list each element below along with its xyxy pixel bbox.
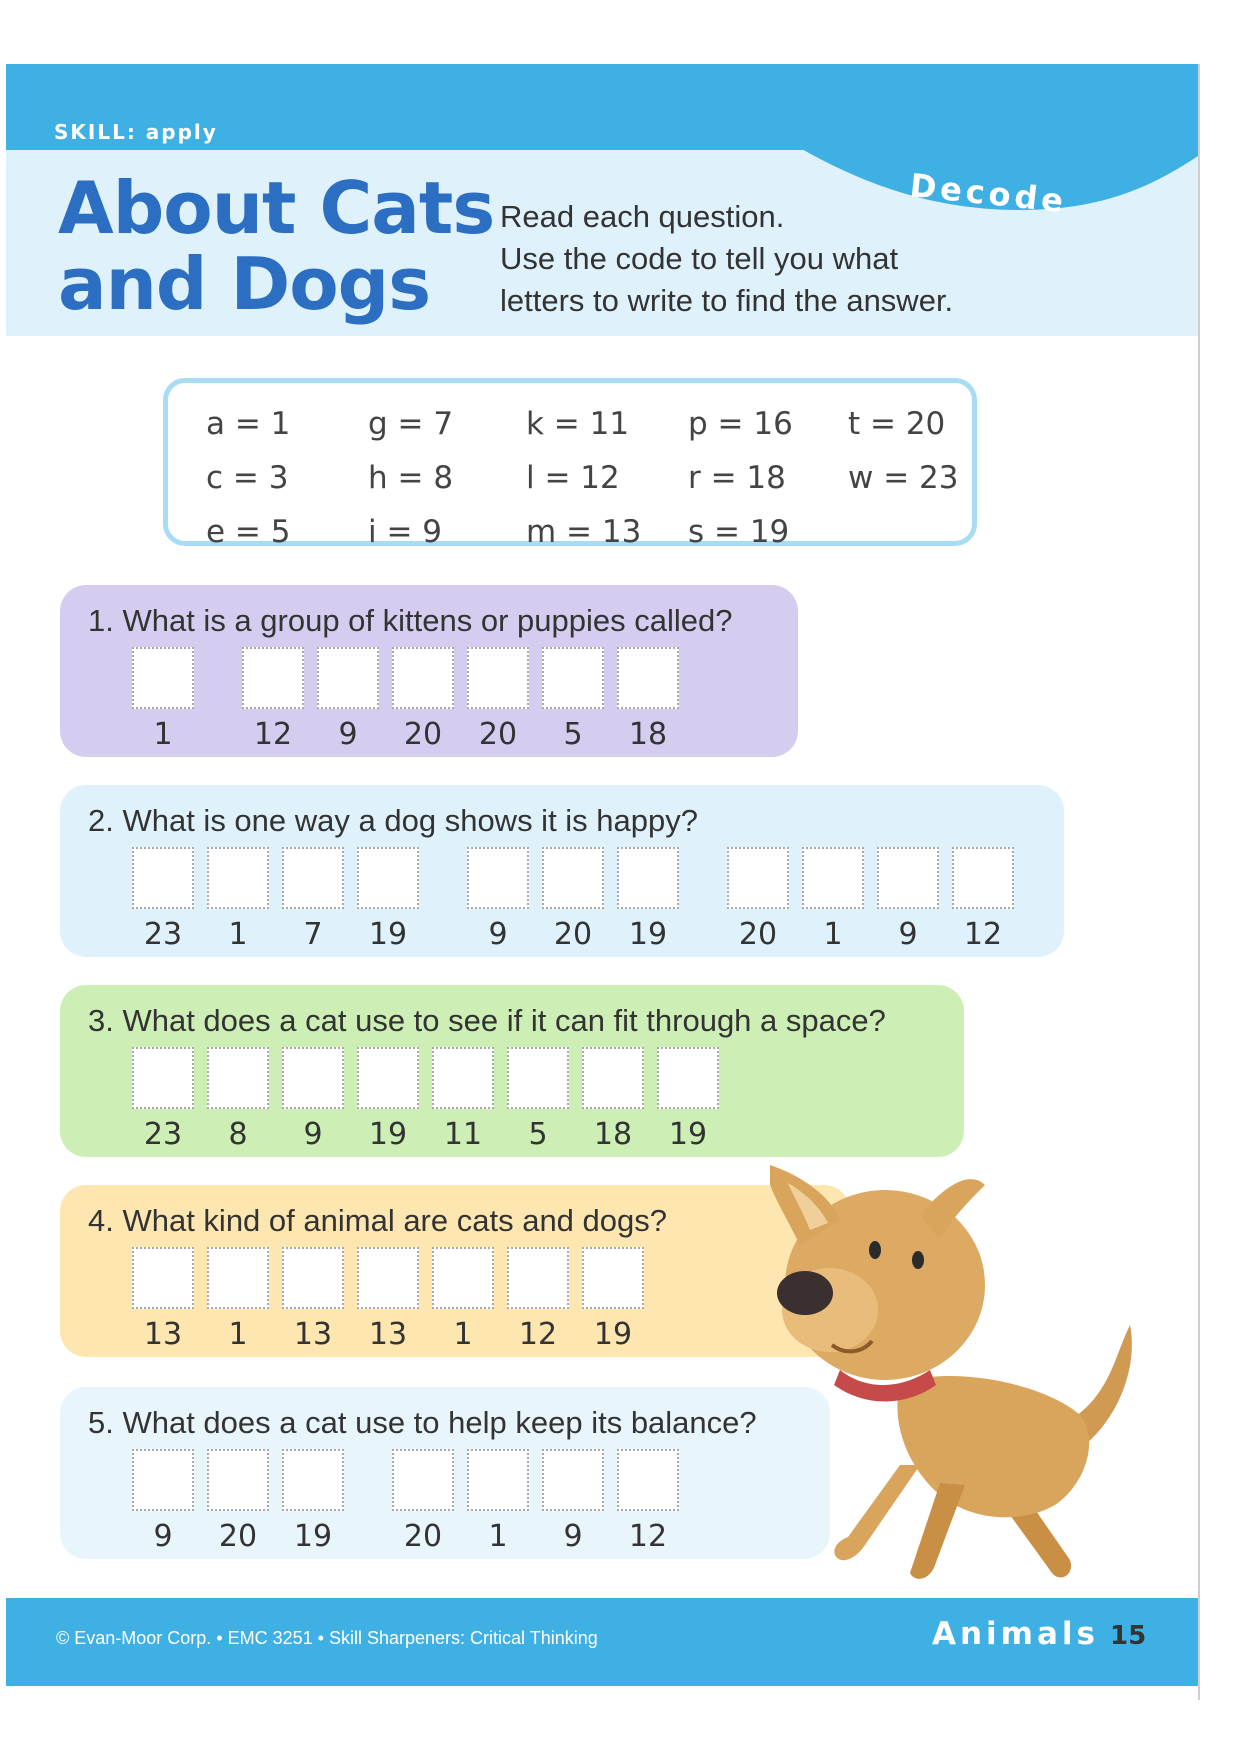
answer-letter-box[interactable] [132,847,194,909]
answer-letter-box[interactable] [432,1047,494,1109]
answer-letter-box[interactable] [432,1247,494,1309]
footer-section-label: Animals [932,1616,1099,1652]
answer-letter-box[interactable] [317,647,379,709]
code-number: 20 [738,917,778,952]
code-number: 12 [518,1317,558,1352]
answer-letter-box[interactable] [617,847,679,909]
answer-letter-box[interactable] [282,1047,344,1109]
title-line-1: About Cats [58,166,495,250]
code-number: 12 [253,717,293,752]
code-number: 9 [153,1519,173,1554]
code-number: 12 [963,917,1003,952]
question-card-2 [60,785,1064,957]
answer-letter-box[interactable] [727,847,789,909]
answer-letter-box[interactable] [282,1247,344,1309]
code-number: 9 [303,1117,323,1152]
code-entry: c = 3 [206,460,289,496]
instruction-line: Read each question. [500,199,785,234]
answer-letter-box[interactable] [507,1047,569,1109]
question-text: 5. What does a cat use to help keep its balance? [88,1405,757,1440]
page-number: 15 [1110,1621,1147,1651]
code-number: 1 [228,917,248,952]
code-number: 23 [143,1117,183,1152]
code-entry: k = 11 [526,406,630,442]
code-number: 18 [628,717,668,752]
code-number: 20 [403,1519,443,1554]
question-text: 1. What is a group of kittens or puppies called? [88,603,733,638]
answer-letter-box[interactable] [242,647,304,709]
code-number: 20 [218,1519,258,1554]
answer-letter-box[interactable] [282,1449,344,1511]
code-number: 23 [143,917,183,952]
code-entry: h = 8 [368,460,454,496]
code-number: 9 [898,917,918,952]
code-number: 19 [368,917,408,952]
code-entry: p = 16 [688,406,793,442]
code-number: 12 [628,1519,668,1554]
code-number: 18 [593,1117,633,1152]
footer-credit: © Evan-Moor Corp. • EMC 3251 • Skill Sharpeners: Critical Thinking [56,1628,598,1648]
title-line-2: and Dogs [58,242,431,326]
answer-letter-box[interactable] [132,1247,194,1309]
answer-letter-box[interactable] [207,1449,269,1511]
code-number: 9 [563,1519,583,1554]
code-number: 19 [593,1317,633,1352]
code-key-box [163,378,977,550]
skill-label: SKILL: apply [54,120,218,144]
question-text: 3. What does a cat use to see if it can fit through a space? [88,1003,886,1038]
code-number: 5 [528,1117,548,1152]
code-number: 20 [403,717,443,752]
code-entry: r = 18 [688,460,786,496]
question-text: 4. What kind of animal are cats and dogs? [88,1203,667,1238]
code-number: 13 [143,1317,183,1352]
answer-letter-box[interactable] [132,647,194,709]
question-card-1 [60,585,798,757]
code-column [526,397,641,559]
answer-letter-box[interactable] [952,847,1014,909]
code-number: 1 [453,1317,473,1352]
code-number: 20 [478,717,518,752]
answer-letter-box[interactable] [542,847,604,909]
answer-letter-box[interactable] [207,847,269,909]
code-number: 19 [293,1519,333,1554]
answer-letter-box[interactable] [582,1247,644,1309]
answer-letter-box[interactable] [542,1449,604,1511]
code-entry: w = 23 [848,460,959,496]
question-card-4 [60,1185,850,1357]
code-column [688,397,793,559]
answer-letter-box[interactable] [802,847,864,909]
answer-letter-box[interactable] [357,847,419,909]
instruction-line: letters to write to find the answer. [500,283,954,318]
answer-letter-box[interactable] [207,1247,269,1309]
code-number: 9 [488,917,508,952]
code-number: 20 [553,917,593,952]
answer-letter-box[interactable] [132,1047,194,1109]
answer-letter-box[interactable] [467,847,529,909]
answer-letter-box[interactable] [207,1047,269,1109]
code-entry: t = 20 [848,406,946,442]
code-entry: g = 7 [368,406,454,442]
answer-letter-box[interactable] [357,1247,419,1309]
code-entry: e = 5 [206,514,291,550]
answer-letter-box[interactable] [467,1449,529,1511]
code-entry: a = 1 [206,406,291,442]
code-entry: s = 19 [688,514,790,550]
code-number: 13 [293,1317,333,1352]
answer-letter-box[interactable] [507,1247,569,1309]
code-entry: m = 13 [526,514,642,550]
code-number: 5 [563,717,583,752]
answer-letter-box[interactable] [542,647,604,709]
code-entry: l = 12 [526,460,620,496]
code-number: 19 [368,1117,408,1152]
code-number: 1 [228,1317,248,1352]
answer-letter-box[interactable] [657,1047,719,1109]
question-text: 2. What is one way a dog shows it is happy? [88,803,698,838]
answer-letter-box[interactable] [617,1449,679,1511]
code-number: 1 [488,1519,508,1554]
answer-letter-box[interactable] [357,1047,419,1109]
answer-letter-box[interactable] [132,1449,194,1511]
page-title [58,166,495,326]
code-number: 19 [628,917,668,952]
code-number: 1 [823,917,843,952]
instruction-line: Use the code to tell you what [500,241,899,276]
code-number: 11 [443,1117,483,1152]
answer-letter-box[interactable] [282,847,344,909]
puppy-icon [770,1165,1140,1595]
code-number: 19 [668,1117,708,1152]
answer-letter-box[interactable] [617,647,679,709]
answer-letter-box[interactable] [877,847,939,909]
instructions [500,196,1020,322]
decode-tab-label: Decode [908,166,1069,221]
question-card-5 [60,1387,830,1559]
code-entry: i = 9 [368,514,443,550]
code-column [368,397,453,559]
question-card-3 [60,985,964,1157]
answer-letter-box[interactable] [392,647,454,709]
code-number: 8 [228,1117,248,1152]
code-number: 13 [368,1317,408,1352]
code-column [206,397,290,559]
code-number: 7 [303,917,323,952]
code-number: 1 [153,717,173,752]
answer-letter-box[interactable] [582,1047,644,1109]
answer-letter-box[interactable] [467,647,529,709]
code-column [848,397,958,505]
answer-letter-box[interactable] [392,1449,454,1511]
code-number: 9 [338,717,358,752]
